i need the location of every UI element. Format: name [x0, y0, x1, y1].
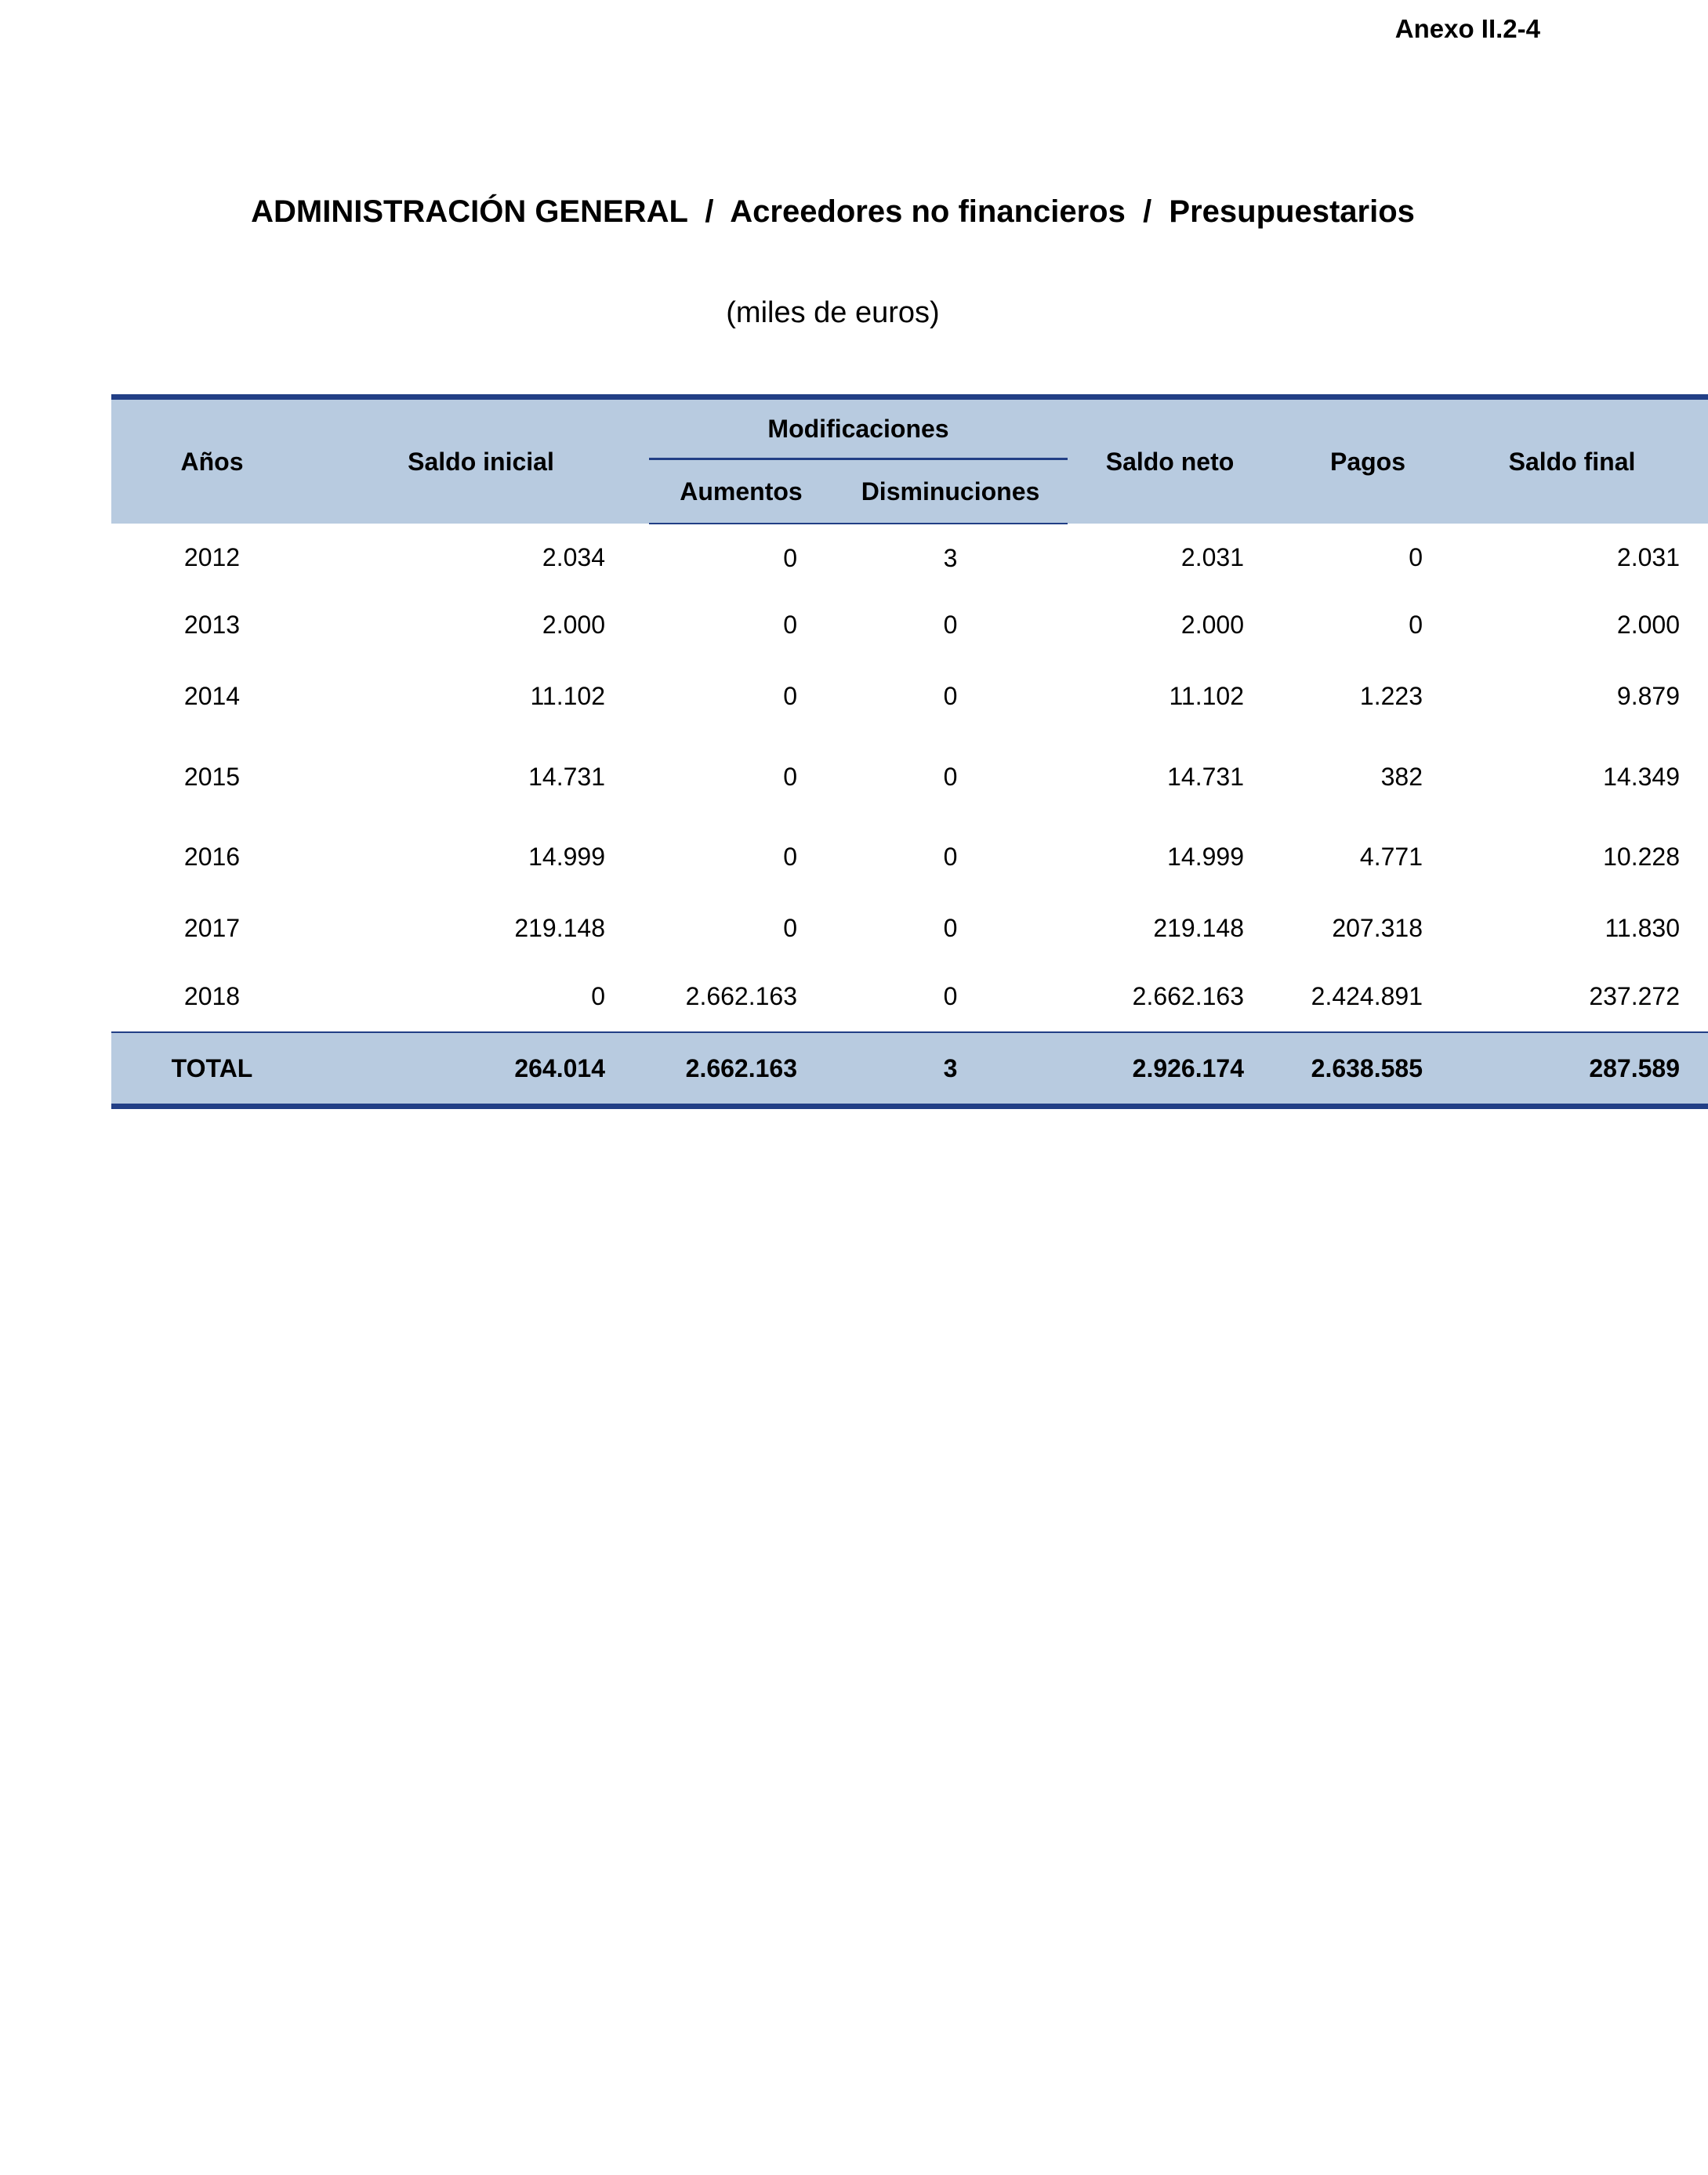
cell-aumentos: 0 [783, 913, 797, 942]
cell-saldo-neto: 2.662.163 [1132, 982, 1244, 1010]
header-years: Años [111, 397, 313, 524]
cell-disminuciones: 3 [943, 543, 958, 572]
cell-year: 2016 [183, 842, 241, 871]
table-body [111, 524, 1708, 1107]
cell-pagos: 1.223 [1359, 681, 1423, 710]
cell-saldo-inicial: 14.731 [528, 762, 605, 791]
cell-pagos: 2.424.891 [1311, 982, 1423, 1010]
cell-year: 2013 [183, 610, 241, 639]
header-saldo-inicial: Saldo inicial [313, 397, 649, 524]
cell-pagos: 207.318 [1332, 913, 1423, 942]
cell-year: 2017 [183, 913, 241, 942]
cell-year: 2014 [183, 681, 241, 710]
cell-saldo-neto: 2.000 [1180, 610, 1244, 639]
cell-aumentos: 0 [783, 842, 797, 871]
cell-disminuciones: 0 [943, 610, 958, 639]
cell-saldo-final: 237.272 [1589, 982, 1680, 1010]
cell-saldo-final: 10.228 [1603, 842, 1680, 871]
cell-disminuciones: 0 [943, 762, 958, 791]
annex-label: Anexo II.2-4 [1394, 14, 1540, 43]
cell-disminuciones: 0 [943, 913, 958, 942]
creditors-table-container [111, 394, 1680, 1109]
table-row [111, 524, 1708, 592]
table-row [111, 962, 1708, 1032]
total-saldo-final: 287.589 [1463, 1032, 1708, 1107]
total-saldo-inicial: 264.014 [313, 1032, 649, 1107]
header-modificaciones: Modificaciones [649, 397, 1068, 459]
cell-pagos: 4.771 [1359, 842, 1423, 871]
cell-year: 2012 [183, 543, 241, 571]
cell-saldo-inicial: 2.034 [542, 543, 605, 571]
cell-saldo-final: 11.830 [1605, 913, 1680, 942]
table-row [111, 819, 1708, 894]
cell-year: 2018 [183, 982, 241, 1010]
cell-pagos: 382 [1380, 762, 1423, 791]
table-row [111, 894, 1708, 962]
cell-saldo-final: 2.031 [1616, 543, 1680, 571]
cell-aumentos: 0 [783, 610, 797, 639]
header-aumentos: Aumentos [649, 459, 833, 524]
cell-saldo-final: 14.349 [1603, 762, 1680, 791]
cell-saldo-inicial: 219.148 [514, 913, 605, 942]
cell-saldo-inicial: 0 [591, 982, 605, 1010]
cell-pagos: 0 [1409, 543, 1423, 571]
cell-aumentos: 0 [783, 762, 797, 791]
total-row [111, 1032, 1708, 1107]
total-saldo-neto: 2.926.174 [1068, 1032, 1272, 1107]
cell-saldo-neto: 2.031 [1180, 543, 1244, 571]
cell-year: 2015 [183, 762, 241, 791]
cell-saldo-neto: 219.148 [1153, 913, 1244, 942]
cell-saldo-inicial: 2.000 [542, 610, 605, 639]
cell-saldo-final: 2.000 [1616, 610, 1680, 639]
page-title: ADMINISTRACIÓN GENERAL / Acreedores no financieros / Presupuestarios [251, 194, 1415, 229]
cell-saldo-neto: 11.102 [1169, 681, 1244, 710]
cell-disminuciones: 0 [943, 681, 958, 710]
table-header [111, 397, 1708, 524]
header-pagos: Pagos [1272, 397, 1463, 524]
cell-saldo-final: 9.879 [1616, 681, 1680, 710]
cell-aumentos: 0 [783, 543, 797, 572]
cell-aumentos: 0 [783, 681, 797, 710]
total-label: TOTAL [111, 1032, 313, 1107]
table-row [111, 734, 1708, 819]
cell-pagos: 0 [1409, 610, 1423, 639]
creditors-table [111, 394, 1708, 1109]
header-disminuciones: Disminuciones [833, 459, 1068, 524]
total-disminuciones: 3 [833, 1032, 1068, 1107]
table-row [111, 592, 1708, 658]
total-pagos: 2.638.585 [1272, 1032, 1463, 1107]
cell-saldo-inicial: 14.999 [528, 842, 605, 871]
cell-disminuciones: 0 [943, 842, 958, 871]
total-aumentos: 2.662.163 [649, 1032, 833, 1107]
header-saldo-final: Saldo final [1463, 397, 1708, 524]
cell-saldo-inicial: 11.102 [530, 681, 605, 710]
header-saldo-neto: Saldo neto [1068, 397, 1272, 524]
cell-disminuciones: 0 [943, 982, 958, 1010]
cell-saldo-neto: 14.731 [1167, 762, 1244, 791]
table-row [111, 658, 1708, 734]
cell-saldo-neto: 14.999 [1167, 842, 1244, 871]
units-subtitle: (miles de euros) [726, 296, 940, 329]
cell-aumentos: 2.662.163 [685, 982, 797, 1010]
